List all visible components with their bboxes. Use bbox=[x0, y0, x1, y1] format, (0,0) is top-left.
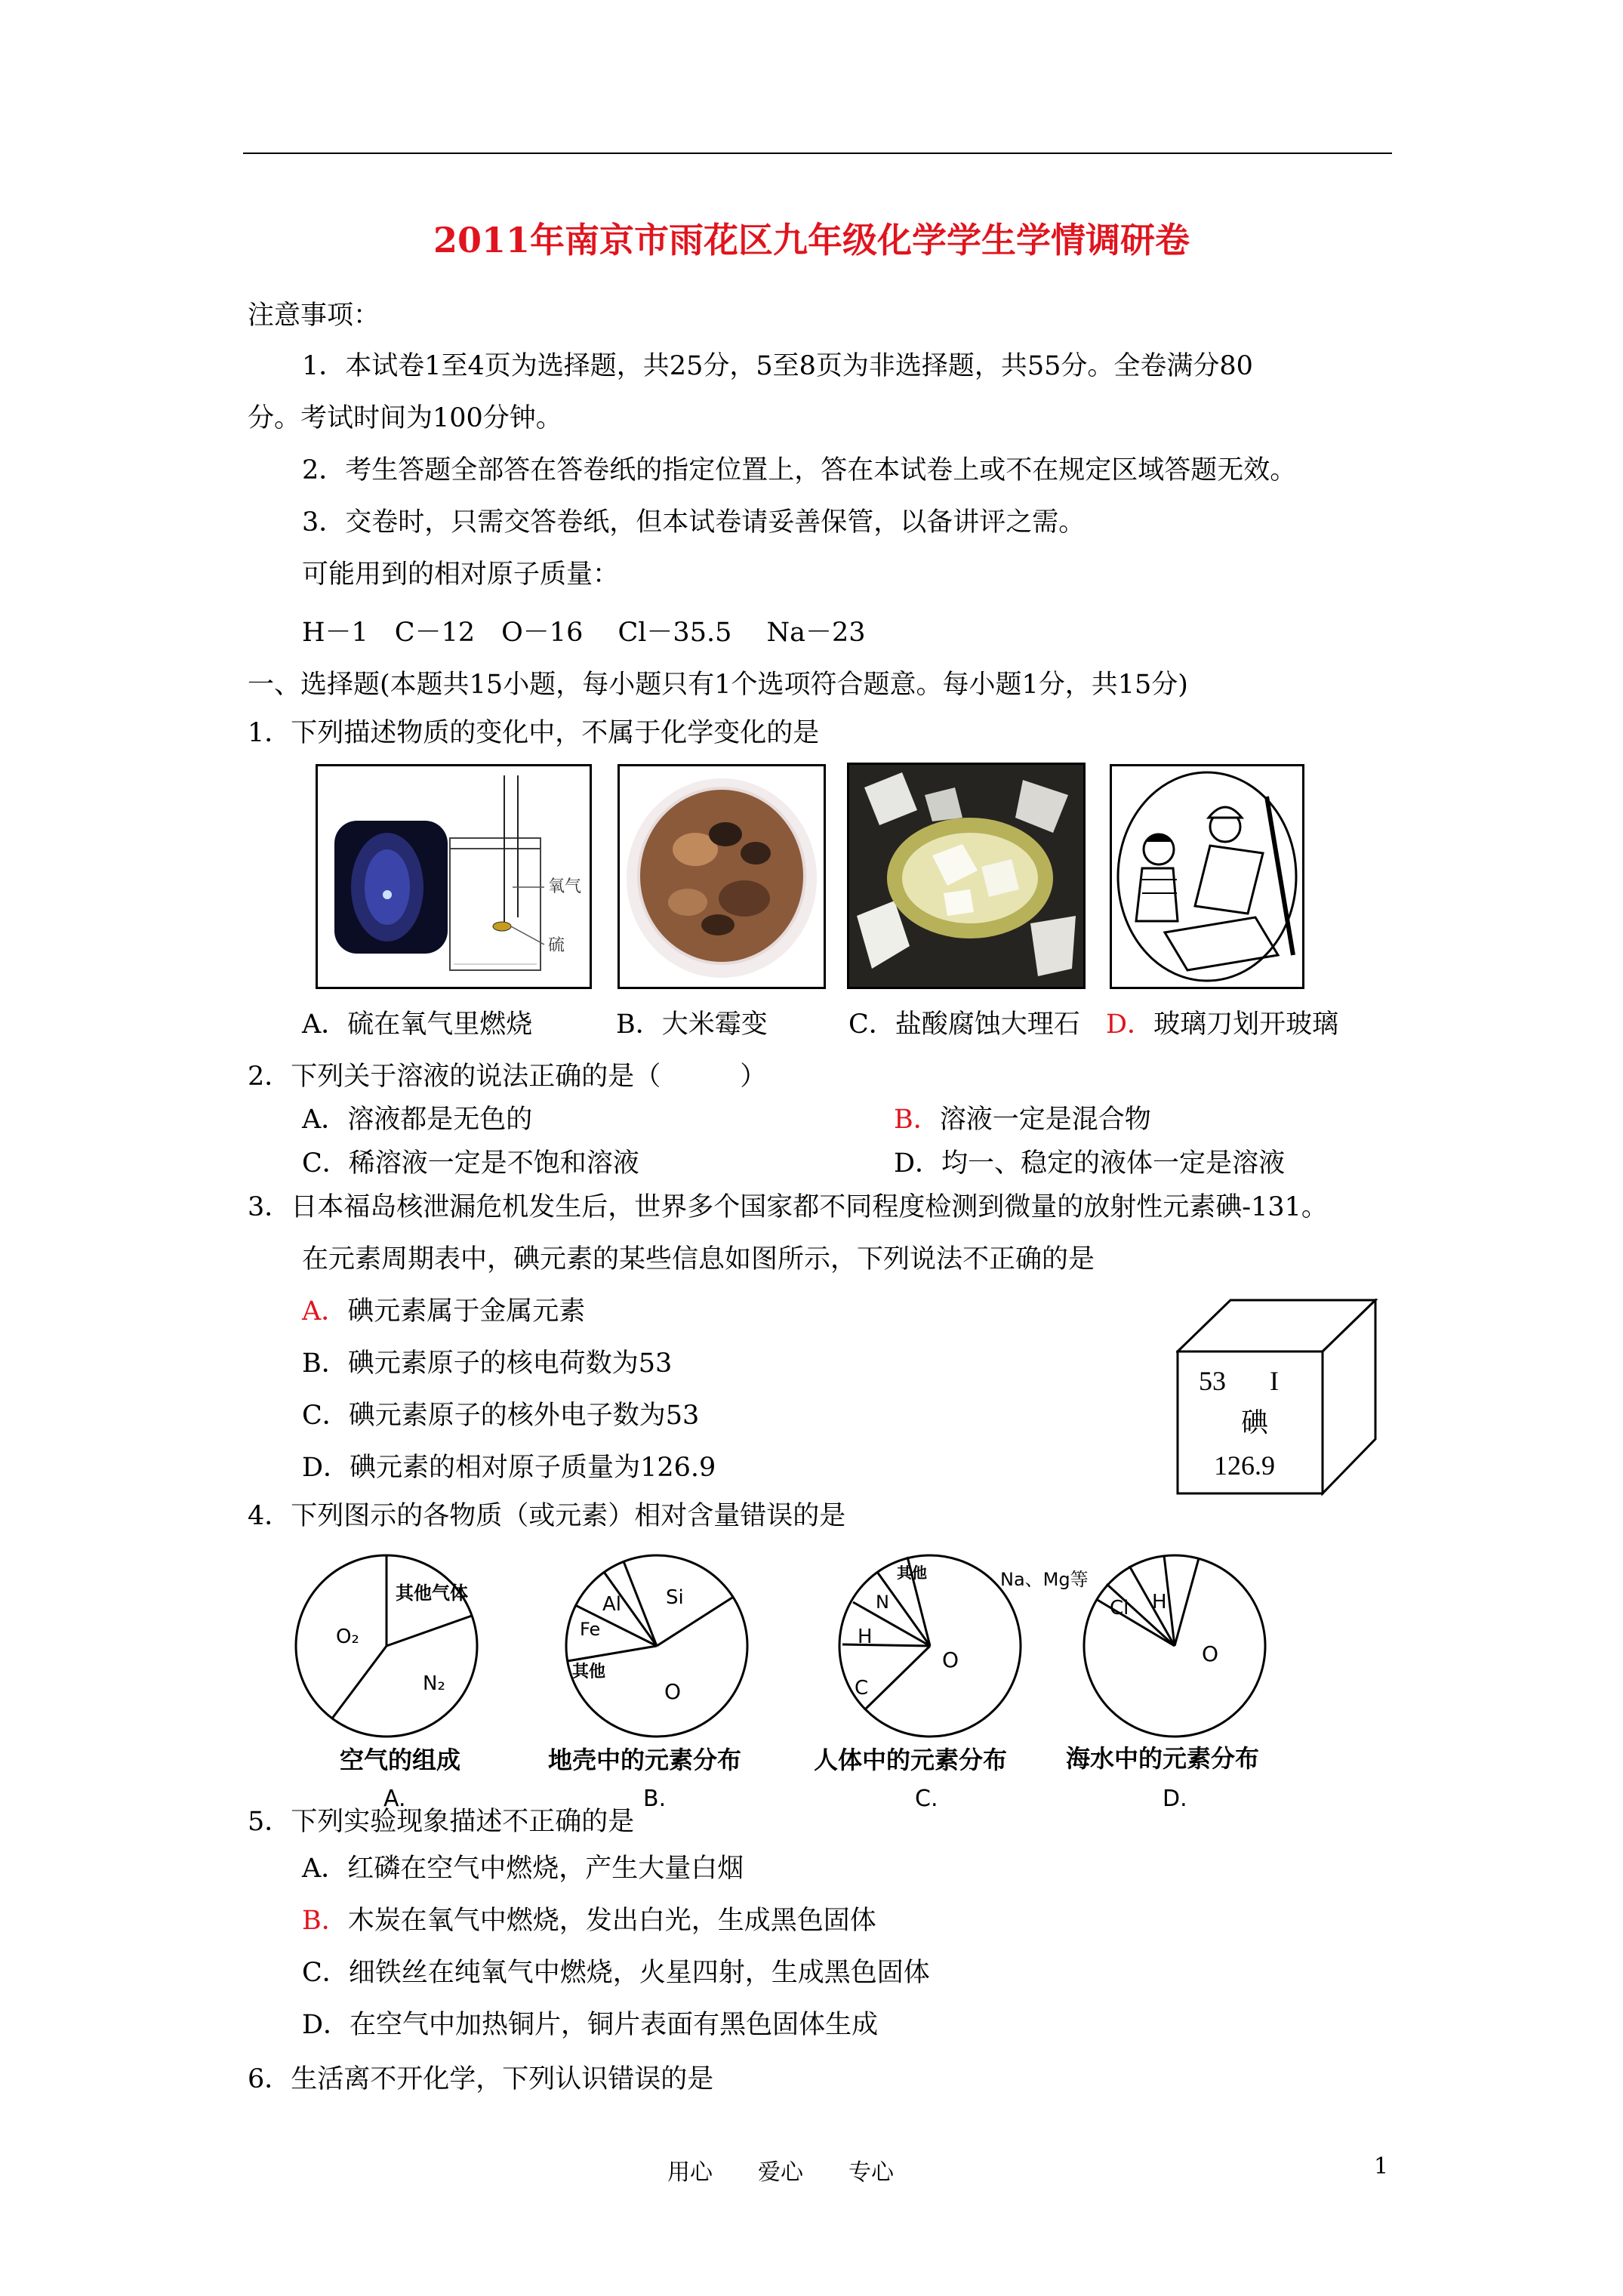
label-other-crust: 其他 bbox=[572, 1663, 606, 1681]
letter-a: A. bbox=[383, 1786, 406, 1812]
q1-image-glass-cutter bbox=[1110, 764, 1304, 989]
q2-option-d: D．均一、稳定的液体一定是溶液 bbox=[894, 1148, 1286, 1179]
caption-human-body: 人体中的元素分布 bbox=[814, 1746, 1008, 1774]
q1-answer-letter: D． bbox=[1106, 1009, 1154, 1040]
q2-option-c: C．稀溶液一定是不饱和溶液 bbox=[302, 1148, 639, 1179]
letter-b: B. bbox=[643, 1786, 667, 1812]
q2-answer-letter: B． bbox=[894, 1105, 940, 1135]
q3-option-b: B．碘元素原子的核电荷数为53 bbox=[302, 1348, 673, 1379]
q5-option-d: D．在空气中加热铜片，铜片表面有黑色固体生成 bbox=[302, 2010, 879, 2040]
label-other-body: 其他 bbox=[897, 1564, 927, 1582]
q1-option-b: B．大米霉变 bbox=[616, 1009, 768, 1040]
caption-sea-water: 海水中的元素分布 bbox=[1066, 1744, 1260, 1773]
label-o-crust: O bbox=[664, 1679, 682, 1704]
label-na-mg: Na、Mg等 bbox=[1000, 1569, 1089, 1590]
q5-answer-letter: B． bbox=[302, 1906, 348, 1936]
question-4-stem: 4．下列图示的各物质（或元素）相对含量错误的是 bbox=[248, 1501, 846, 1531]
notes-heading: 注意事项： bbox=[248, 300, 380, 331]
pie-chart-sea-water bbox=[1000, 1555, 1265, 1812]
label-sulfur: 硫 bbox=[548, 936, 565, 955]
q2-option-b: B．溶液一定是混合物 bbox=[894, 1105, 1151, 1135]
pie-chart-human-body bbox=[814, 1555, 1021, 1812]
label-si: Si bbox=[666, 1586, 684, 1609]
q4-pie-charts bbox=[294, 1539, 1276, 1818]
pie-chart-air bbox=[296, 1555, 477, 1812]
caption-crust: 地壳中的元素分布 bbox=[548, 1746, 742, 1774]
q3-option-a: A．碘元素属于金属元素 bbox=[302, 1296, 586, 1327]
label-c: C bbox=[855, 1677, 869, 1700]
q5-option-b: B．木炭在氧气中燃烧，发出白光，生成黑色固体 bbox=[302, 1906, 876, 1936]
element-card-iodine bbox=[1176, 1299, 1380, 1496]
q5-option-c: C．细铁丝在纯氧气中燃烧，火星四射，生成黑色固体 bbox=[302, 1958, 930, 1988]
atomic-mass-values: H－1 C－12 O－16 Cl－35.5 Na－23 bbox=[302, 618, 866, 648]
q5-option-a: A．红磷在空气中燃烧，产生大量白烟 bbox=[302, 1854, 744, 1884]
notes-item-1a: 1．本试卷1至4页为选择题，共25分，5至8页为非选择题，共55分。全卷满分80 bbox=[302, 351, 1253, 381]
label-o-body: O bbox=[942, 1647, 959, 1672]
label-o2: O₂ bbox=[336, 1626, 359, 1648]
question-2-stem: 2．下列关于溶液的说法正确的是（ ） bbox=[248, 1062, 767, 1092]
section-heading: 一、选择题(本题共15小题，每小题只有1个选项符合题意。每小题1分，共15分) bbox=[248, 670, 1188, 700]
label-al: Al bbox=[602, 1593, 622, 1616]
q1-image-sulfur-burning bbox=[316, 764, 592, 989]
q3-answer-letter: A． bbox=[302, 1296, 348, 1327]
q1-option-a: A．硫在氧气里燃烧 bbox=[302, 1009, 533, 1040]
q2-option-a: A．溶液都是无色的 bbox=[302, 1105, 533, 1135]
label-oxygen: 氧气 bbox=[548, 877, 582, 896]
notes-item-1b: 分。考试时间为100分钟。 bbox=[248, 403, 562, 433]
question-3-stem-b: 在元素周期表中，碘元素的某些信息如图所示，下列说法不正确的是 bbox=[302, 1244, 1095, 1274]
q1-option-d: D．玻璃刀划开玻璃 bbox=[1106, 1009, 1339, 1040]
element-number: 53 bbox=[1199, 1366, 1226, 1396]
letter-d: D. bbox=[1163, 1786, 1187, 1812]
question-6-stem: 6．生活离不开化学，下列认识错误的是 bbox=[248, 2064, 714, 2094]
atomic-mass-heading: 可能用到的相对原子质量： bbox=[302, 559, 620, 590]
label-n2: N₂ bbox=[423, 1672, 445, 1695]
caption-air: 空气的组成 bbox=[340, 1746, 461, 1774]
element-symbol: I bbox=[1270, 1366, 1279, 1396]
label-other-gases: 其他气体 bbox=[396, 1583, 468, 1604]
element-name: 碘 bbox=[1241, 1407, 1269, 1438]
page-title: 2011年南京市雨花区九年级化学学生学情调研卷 bbox=[433, 220, 1190, 260]
page-number: 1 bbox=[1374, 2153, 1389, 2180]
label-cl: Cl bbox=[1110, 1597, 1129, 1620]
label-h-body: H bbox=[858, 1626, 873, 1648]
footer-motto: 用心 爱心 专心 bbox=[667, 2159, 894, 2186]
q1-option-c: C．盐酸腐蚀大理石 bbox=[848, 1009, 1080, 1040]
label-fe: Fe bbox=[580, 1619, 601, 1640]
label-n: N bbox=[876, 1592, 889, 1613]
question-3-stem-a: 3．日本福岛核泄漏危机发生后，世界多个国家都不同程度检测到微量的放射性元素碘-131。 bbox=[248, 1192, 1328, 1222]
header-rule bbox=[243, 153, 1392, 154]
label-o-sea: O bbox=[1202, 1641, 1219, 1666]
q3-option-c: C．碘元素原子的核外电子数为53 bbox=[302, 1401, 700, 1431]
notes-item-3: 3．交卷时，只需交答卷纸，但本试卷请妥善保管，以备讲评之需。 bbox=[302, 507, 1086, 538]
q1-image-moldy-rice bbox=[617, 764, 826, 989]
element-mass: 126.9 bbox=[1214, 1450, 1275, 1481]
question-1-stem: 1．下列描述物质的变化中，不属于化学变化的是 bbox=[248, 718, 820, 748]
letter-c: C. bbox=[915, 1786, 938, 1812]
q3-option-d: D．碘元素的相对原子质量为126.9 bbox=[302, 1453, 716, 1483]
question-5-stem: 5．下列实验现象描述不正确的是 bbox=[248, 1807, 635, 1837]
label-h-sea: H bbox=[1152, 1591, 1167, 1613]
q1-image-marble-acid bbox=[847, 763, 1086, 989]
pie-chart-crust bbox=[548, 1555, 747, 1812]
notes-item-2: 2．考生答题全部答在答卷纸的指定位置上，答在本试卷上或不在规定区域答题无效。 bbox=[302, 455, 1297, 485]
